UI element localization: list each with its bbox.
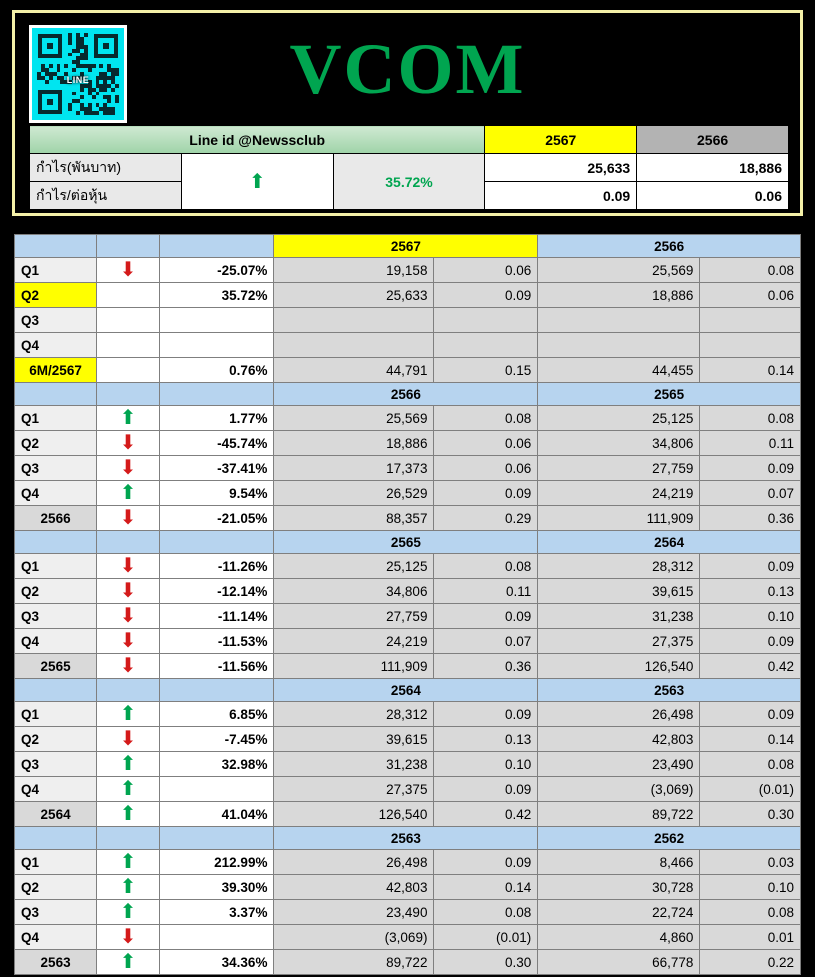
arrow-down-icon: ⬇ — [119, 655, 137, 677]
row-quarter-label: Q3 — [15, 456, 97, 481]
row-quarter-label: Q3 — [15, 752, 97, 777]
total-trend-arrow — [97, 950, 160, 975]
page-title: VCOM — [289, 29, 526, 109]
section-blank — [97, 679, 160, 702]
row-quarter-label: Q4 — [15, 777, 97, 802]
arrow-down-icon: ⬇ — [119, 580, 137, 602]
row-profit-left: 25,125 — [274, 554, 434, 579]
row-trend-arrow — [97, 727, 160, 752]
row-quarter-label: Q1 — [15, 554, 97, 579]
header-col-2566: 2566 — [637, 126, 789, 154]
row-profit-right: 23,490 — [538, 752, 700, 777]
arrow-up-icon: ⬆ — [119, 778, 137, 800]
row-profit-right: 42,803 — [538, 727, 700, 752]
row-pct-change: -45.74% — [159, 431, 274, 456]
section-right-year: 2562 — [538, 827, 801, 850]
row-profit-left: 26,529 — [274, 481, 434, 506]
row-profit-right: 8,466 — [538, 850, 700, 875]
row-profit-left: 28,312 — [274, 702, 434, 727]
row-eps-right: 0.09 — [700, 702, 801, 727]
header-card — [12, 10, 803, 216]
row-quarter-label: Q4 — [15, 481, 97, 506]
section-right-year: 2565 — [538, 383, 801, 406]
row-eps-right: 0.09 — [700, 554, 801, 579]
row-profit-right: 25,125 — [538, 406, 700, 431]
row-quarter-label: Q3 — [15, 900, 97, 925]
row-pct-change — [159, 333, 274, 358]
header-profit-2566: 18,886 — [637, 154, 789, 182]
total-profit-left: 89,722 — [274, 950, 434, 975]
row-profit-right: 30,728 — [538, 875, 700, 900]
row-eps-right: 0.10 — [700, 604, 801, 629]
row-pct-change: -11.14% — [159, 604, 274, 629]
row-trend-arrow — [97, 752, 160, 777]
table-total-row — [15, 506, 801, 531]
total-profit-left: 111,909 — [274, 654, 434, 679]
arrow-down-icon: ⬇ — [119, 507, 137, 529]
arrow-up-icon: ⬆ — [119, 482, 137, 504]
section-blank — [15, 531, 97, 554]
table-row — [15, 431, 801, 456]
row-pct-change: -25.07% — [159, 258, 274, 283]
row-profit-right: 27,759 — [538, 456, 700, 481]
total-trend-arrow — [97, 506, 160, 531]
total-profit-right: 111,909 — [538, 506, 700, 531]
row-eps-left: 0.06 — [434, 431, 538, 456]
table-row — [15, 554, 801, 579]
row-eps-right: 0.08 — [700, 258, 801, 283]
row-profit-right: 26,498 — [538, 702, 700, 727]
row-profit-left: 26,498 — [274, 850, 434, 875]
section-header-row — [15, 531, 801, 554]
row-trend-arrow — [97, 702, 160, 727]
row-quarter-label: Q3 — [15, 308, 97, 333]
total-pct-change: 0.76% — [159, 358, 274, 383]
arrow-down-icon: ⬇ — [119, 605, 137, 627]
row-quarter-label: Q1 — [15, 702, 97, 727]
row-eps-right: 0.07 — [700, 481, 801, 506]
table-row — [15, 333, 801, 358]
arrow-up-icon: ⬆ — [119, 753, 137, 775]
total-profit-right: 66,778 — [538, 950, 700, 975]
table-row — [15, 481, 801, 506]
arrow-down-icon: ⬇ — [119, 630, 137, 652]
row-profit-right: (3,069) — [538, 777, 700, 802]
row-profit-left: 24,219 — [274, 629, 434, 654]
section-blank — [159, 531, 274, 554]
table-row — [15, 777, 801, 802]
row-profit-left: 39,615 — [274, 727, 434, 752]
table-total-row — [15, 950, 801, 975]
row-pct-change: 32.98% — [159, 752, 274, 777]
row-quarter-label: Q2 — [15, 875, 97, 900]
row-profit-left: 42,803 — [274, 875, 434, 900]
section-header-row — [15, 235, 801, 258]
total-eps-right: 0.14 — [700, 358, 801, 383]
row-quarter-label: Q2 — [15, 431, 97, 456]
table-row — [15, 406, 801, 431]
total-period-label: 6M/2567 — [15, 358, 97, 383]
row-eps-right: 0.09 — [700, 456, 801, 481]
total-pct-change: 34.36% — [159, 950, 274, 975]
row-profit-left: 17,373 — [274, 456, 434, 481]
row-profit-left: 18,886 — [274, 431, 434, 456]
row-eps-right: (0.01) — [700, 777, 801, 802]
row-profit-right: 39,615 — [538, 579, 700, 604]
total-profit-right: 89,722 — [538, 802, 700, 827]
row-profit-right: 4,860 — [538, 925, 700, 950]
row-eps-left: 0.10 — [434, 752, 538, 777]
row-eps-left: 0.08 — [434, 554, 538, 579]
row-eps-right: 0.03 — [700, 850, 801, 875]
row-profit-left — [274, 333, 434, 358]
row-quarter-label: Q2 — [15, 283, 97, 308]
total-eps-left: 0.29 — [434, 506, 538, 531]
section-right-year: 2563 — [538, 679, 801, 702]
row-eps-right — [700, 333, 801, 358]
row-eps-right: 0.08 — [700, 752, 801, 777]
row-trend-arrow — [97, 481, 160, 506]
header-col-2567: 2567 — [485, 126, 637, 154]
row-profit-right: 34,806 — [538, 431, 700, 456]
section-blank — [15, 827, 97, 850]
row-eps-left: 0.09 — [434, 850, 538, 875]
total-profit-left: 126,540 — [274, 802, 434, 827]
row-profit-right: 24,219 — [538, 481, 700, 506]
row-quarter-label: Q4 — [15, 333, 97, 358]
total-eps-left: 0.15 — [434, 358, 538, 383]
total-profit-right: 44,455 — [538, 358, 700, 383]
arrow-up-icon: ⬆ — [119, 901, 137, 923]
row-quarter-label: Q1 — [15, 850, 97, 875]
row-pct-change: 39.30% — [159, 875, 274, 900]
section-left-year: 2566 — [274, 383, 538, 406]
section-left-year: 2565 — [274, 531, 538, 554]
total-pct-change: 41.04% — [159, 802, 274, 827]
section-left-year: 2564 — [274, 679, 538, 702]
row-eps-right: 0.14 — [700, 727, 801, 752]
line-id-label: Line id @Newssclub — [30, 126, 485, 154]
row-eps-left: 0.14 — [434, 875, 538, 900]
section-blank — [97, 531, 160, 554]
table-total-row — [15, 358, 801, 383]
section-blank — [97, 827, 160, 850]
total-eps-left: 0.30 — [434, 950, 538, 975]
row-pct-change: 35.72% — [159, 283, 274, 308]
total-eps-right: 0.22 — [700, 950, 801, 975]
total-pct-change: -11.56% — [159, 654, 274, 679]
row-pct-change: 6.85% — [159, 702, 274, 727]
section-header-row — [15, 679, 801, 702]
row-trend-arrow — [97, 604, 160, 629]
total-profit-left: 44,791 — [274, 358, 434, 383]
arrow-up-icon: ⬆ — [119, 876, 137, 898]
row-profit-left: 19,158 — [274, 258, 434, 283]
row-pct-change: 212.99% — [159, 850, 274, 875]
table-total-row — [15, 802, 801, 827]
row-profit-right — [538, 308, 700, 333]
section-header-row — [15, 383, 801, 406]
row-eps-left: 0.06 — [434, 258, 538, 283]
row-profit-left — [274, 308, 434, 333]
total-eps-right: 0.42 — [700, 654, 801, 679]
arrow-up-icon: ⬆ — [119, 951, 137, 973]
section-left-year: 2563 — [274, 827, 538, 850]
row-trend-arrow — [97, 850, 160, 875]
table-row — [15, 258, 801, 283]
row-eps-left: 0.06 — [434, 456, 538, 481]
arrow-up-icon: ⬆ — [119, 803, 137, 825]
total-profit-left: 88,357 — [274, 506, 434, 531]
row-profit-right: 25,569 — [538, 258, 700, 283]
row-profit-left: 31,238 — [274, 752, 434, 777]
total-pct-change: -21.05% — [159, 506, 274, 531]
row-pct-change: 1.77% — [159, 406, 274, 431]
section-blank — [159, 679, 274, 702]
results-table — [14, 234, 801, 975]
table-row — [15, 702, 801, 727]
row-trend-arrow — [97, 925, 160, 950]
section-right-year: 2566 — [538, 235, 801, 258]
row-profit-left: (3,069) — [274, 925, 434, 950]
table-row — [15, 875, 801, 900]
arrow-down-icon: ⬇ — [119, 432, 137, 454]
eps-label: กำไร/ต่อหุ้น — [30, 182, 182, 210]
row-pct-change — [159, 308, 274, 333]
table-row — [15, 925, 801, 950]
row-trend-arrow — [97, 579, 160, 604]
quarterly-results-table — [12, 232, 803, 977]
row-eps-right: 0.01 — [700, 925, 801, 950]
row-profit-right: 31,238 — [538, 604, 700, 629]
table-row — [15, 629, 801, 654]
row-quarter-label: Q4 — [15, 925, 97, 950]
header-eps-2567: 0.09 — [485, 182, 637, 210]
header-pct-change: 35.72% — [333, 154, 485, 210]
row-eps-left: 0.09 — [434, 604, 538, 629]
row-eps-left: 0.09 — [434, 481, 538, 506]
row-eps-right: 0.13 — [700, 579, 801, 604]
table-row — [15, 579, 801, 604]
row-trend-arrow — [97, 554, 160, 579]
table-row — [15, 900, 801, 925]
header-summary-table — [29, 125, 789, 210]
row-eps-left — [434, 333, 538, 358]
row-pct-change: -12.14% — [159, 579, 274, 604]
row-profit-left: 25,633 — [274, 283, 434, 308]
row-pct-change: 3.37% — [159, 900, 274, 925]
arrow-down-icon: ⬇ — [119, 555, 137, 577]
section-blank — [15, 679, 97, 702]
header-profit-2567: 25,633 — [485, 154, 637, 182]
table-row — [15, 283, 801, 308]
row-eps-left: 0.13 — [434, 727, 538, 752]
total-eps-left: 0.36 — [434, 654, 538, 679]
row-eps-left: 0.08 — [434, 900, 538, 925]
section-left-year: 2567 — [274, 235, 538, 258]
row-eps-left: 0.08 — [434, 406, 538, 431]
table-row — [15, 456, 801, 481]
arrow-up-icon: ⬆ — [119, 851, 137, 873]
section-header-row — [15, 827, 801, 850]
total-period-label: 2565 — [15, 654, 97, 679]
total-period-label: 2566 — [15, 506, 97, 531]
row-eps-left: 0.07 — [434, 629, 538, 654]
row-eps-right — [700, 308, 801, 333]
section-blank — [97, 383, 160, 406]
total-profit-right: 126,540 — [538, 654, 700, 679]
row-trend-arrow — [97, 900, 160, 925]
row-profit-right: 27,375 — [538, 629, 700, 654]
row-pct-change: -7.45% — [159, 727, 274, 752]
row-eps-left: 0.09 — [434, 702, 538, 727]
arrow-down-icon: ⬇ — [119, 728, 137, 750]
table-row — [15, 604, 801, 629]
arrow-up-icon: ⬆ — [119, 703, 137, 725]
row-eps-right: 0.08 — [700, 900, 801, 925]
total-trend-arrow — [97, 358, 160, 383]
row-quarter-label: Q1 — [15, 406, 97, 431]
total-eps-right: 0.36 — [700, 506, 801, 531]
row-eps-left: 0.11 — [434, 579, 538, 604]
row-trend-arrow — [97, 431, 160, 456]
row-profit-left: 23,490 — [274, 900, 434, 925]
row-pct-change: 9.54% — [159, 481, 274, 506]
row-profit-right: 22,724 — [538, 900, 700, 925]
arrow-down-icon: ⬇ — [119, 457, 137, 479]
row-trend-arrow — [97, 406, 160, 431]
row-profit-left: 34,806 — [274, 579, 434, 604]
row-eps-right: 0.09 — [700, 629, 801, 654]
section-blank — [159, 827, 274, 850]
total-trend-arrow — [97, 654, 160, 679]
row-profit-right: 18,886 — [538, 283, 700, 308]
row-profit-left: 27,375 — [274, 777, 434, 802]
table-row — [15, 850, 801, 875]
table-row — [15, 727, 801, 752]
total-eps-right: 0.30 — [700, 802, 801, 827]
row-eps-right: 0.06 — [700, 283, 801, 308]
row-trend-arrow — [97, 456, 160, 481]
arrow-down-icon: ⬇ — [119, 926, 137, 948]
row-quarter-label: Q2 — [15, 727, 97, 752]
total-eps-left: 0.42 — [434, 802, 538, 827]
arrow-up-icon: ⬆ — [119, 407, 137, 429]
table-total-row — [15, 654, 801, 679]
row-quarter-label: Q4 — [15, 629, 97, 654]
section-right-year: 2564 — [538, 531, 801, 554]
row-profit-left: 27,759 — [274, 604, 434, 629]
row-trend-arrow — [97, 258, 160, 283]
arrow-down-icon: ⬇ — [119, 259, 137, 281]
row-eps-left: 0.09 — [434, 283, 538, 308]
row-trend-arrow — [97, 308, 160, 333]
row-pct-change — [159, 777, 274, 802]
row-eps-right: 0.11 — [700, 431, 801, 456]
header-summary-head-row — [30, 126, 789, 154]
line-logo-label: LINE — [66, 74, 90, 85]
row-eps-right: 0.10 — [700, 875, 801, 900]
section-blank — [15, 383, 97, 406]
row-trend-arrow — [97, 777, 160, 802]
section-blank — [15, 235, 97, 258]
header-eps-2566: 0.06 — [637, 182, 789, 210]
row-pct-change: -37.41% — [159, 456, 274, 481]
row-eps-left: 0.09 — [434, 777, 538, 802]
profit-label: กำไร(พันบาท) — [30, 154, 182, 182]
row-pct-change: -11.53% — [159, 629, 274, 654]
row-profit-right — [538, 333, 700, 358]
section-blank — [97, 235, 160, 258]
row-profit-right: 28,312 — [538, 554, 700, 579]
total-trend-arrow — [97, 802, 160, 827]
row-quarter-label: Q2 — [15, 579, 97, 604]
table-row — [15, 752, 801, 777]
total-period-label: 2564 — [15, 802, 97, 827]
section-blank — [159, 235, 274, 258]
header-profit-row — [30, 154, 789, 182]
table-row — [15, 308, 801, 333]
row-profit-left: 25,569 — [274, 406, 434, 431]
row-quarter-label: Q1 — [15, 258, 97, 283]
section-blank — [159, 383, 274, 406]
row-eps-right: 0.08 — [700, 406, 801, 431]
row-trend-arrow — [97, 333, 160, 358]
row-quarter-label: Q3 — [15, 604, 97, 629]
row-trend-arrow — [97, 629, 160, 654]
row-trend-arrow — [97, 875, 160, 900]
row-trend-arrow — [97, 283, 160, 308]
row-eps-left — [434, 308, 538, 333]
row-eps-left: (0.01) — [434, 925, 538, 950]
total-period-label: 2563 — [15, 950, 97, 975]
row-pct-change: -11.26% — [159, 554, 274, 579]
header-trend-arrow: ⬆ — [181, 154, 333, 210]
row-pct-change — [159, 925, 274, 950]
